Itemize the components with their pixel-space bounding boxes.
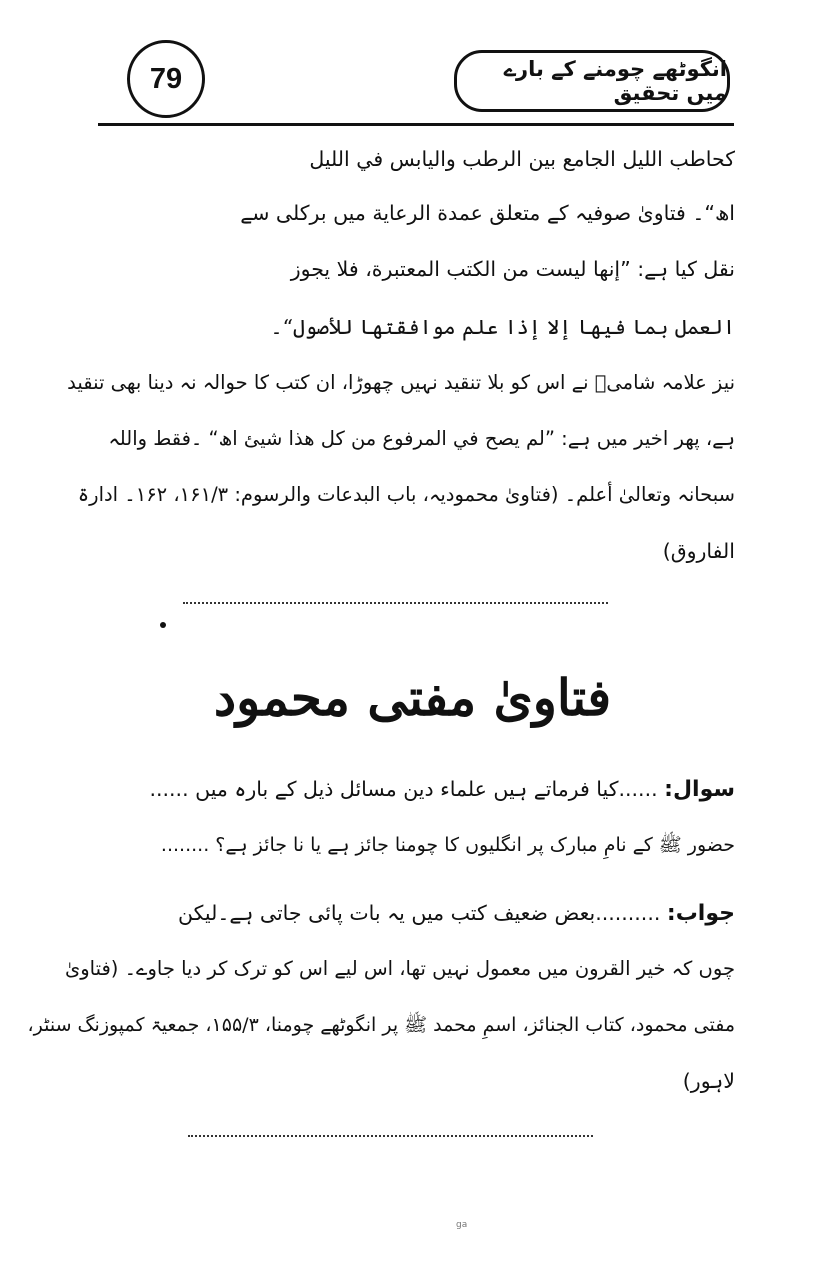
running-title: انگوٹھے چومنے کے بارے میں تحقیق xyxy=(454,50,730,112)
question-line-2: حضور ﷺ کے نامِ مبارک پر انگلیوں کا چومنا جائز ہے یا نا جائز ہے؟ ........ xyxy=(160,834,735,856)
text-line-4: العمل بما فيها إلا إذا علم موافقتها للأصول“۔ xyxy=(270,315,735,339)
question-text-1: ......کیا فرماتے ہیں علماء دین مسائل ذیل کے بارہ میں ...... xyxy=(149,777,658,801)
section-divider-dots xyxy=(183,602,608,604)
answer-line-4: لاہور) xyxy=(682,1069,735,1093)
footer-mark: ga xyxy=(456,1220,468,1230)
question-line-1 xyxy=(75,772,735,807)
page-number: 79 xyxy=(127,40,205,118)
header-divider xyxy=(98,123,734,126)
answer-line-2: چوں کہ خیر القرون میں معمول نہیں تھا، اس لیے اس کو ترک کر دیا جاوے۔ (فتاویٰ xyxy=(64,957,735,980)
answer-text-1: ..........بعض ضعیف کتب میں یہ بات پائی جاتی ہے۔لیکن xyxy=(177,901,661,925)
answer-line-3: مفتی محمود، کتاب الجنائز، اسمِ محمد ﷺ پر انگوٹھے چومنا، ۱۵۵/۳، جمعیۃ کمپوزنگ سنٹر، xyxy=(27,1014,735,1036)
text-line-8: الفاروق) xyxy=(662,539,735,563)
text-line-5: نیز علامہ شامیؒ نے اس کو بلا تنقید نہیں چھوڑا، ان کتب کا حوالہ نہ دینا بھی تنقید xyxy=(67,371,735,394)
text-line-3: نقل کیا ہے: ”إنها ليست من الكتب المعتبرة، فلا يجوز xyxy=(290,257,735,281)
end-divider-dots xyxy=(188,1135,593,1137)
text-line-6: ہے، پھر اخیر میں ہے: ”لم يصح في المرفوع من كل هذا شيئ اھ“ ۔فقط واللہ xyxy=(108,427,735,450)
text-line-1: كحاطب الليل الجامع بين الرطب واليابس في الليل xyxy=(309,147,735,171)
text-line-7: سبحانہ وتعالیٰ أعلم۔ (فتاویٰ محمودیہ، باب البدعات والرسوم: ۱۶۱/۳، ۱۶۲۔ ادارۃ xyxy=(77,483,735,506)
answer-label: جواب: xyxy=(666,901,735,926)
question-label: سوال: xyxy=(664,777,735,802)
text-line-2: اھ“۔ فتاویٰ صوفیہ کے متعلق عمدة الرعاية میں برکلی سے xyxy=(240,201,735,225)
section-title: فتاویٰ مفتی محمود xyxy=(213,668,612,727)
stray-dot xyxy=(160,622,166,628)
answer-line-1 xyxy=(75,896,735,931)
